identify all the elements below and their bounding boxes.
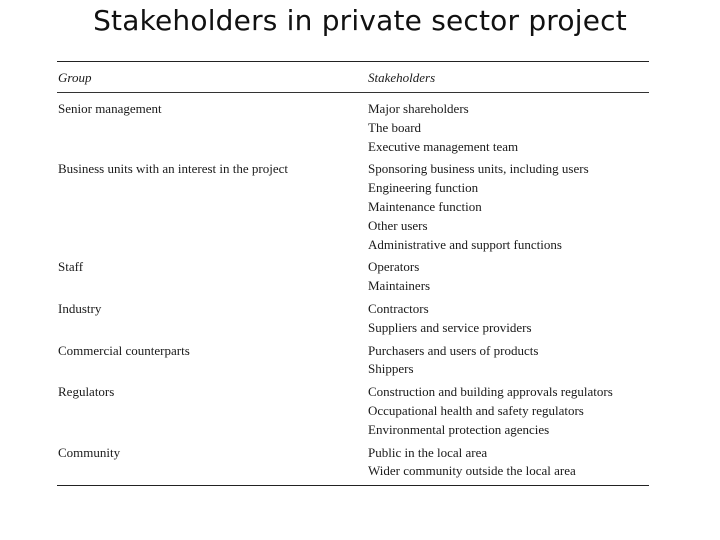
table-row [57,258,649,296]
stakeholder-item: Other users [368,217,428,233]
stakeholder-item: Maintenance function [368,198,482,214]
stakeholder-item: Sponsoring business units, including users [368,161,589,177]
table-row [57,342,649,380]
stakeholder-item: Wider community outside the local area [368,463,576,479]
stakeholder-item: Operators [368,259,420,275]
stakeholder-item: Maintainers [368,278,431,294]
stakeholder-item: Major shareholders [368,101,469,116]
stakeholder-item: Public in the local area [368,444,488,460]
stakeholders-cell [368,342,649,380]
group-cell: Senior management [58,101,162,116]
stakeholders-cell [368,383,649,439]
stakeholder-item: Contractors [368,300,429,316]
stakeholders-cell [368,160,649,254]
stakeholder-item: Shippers [368,361,414,377]
stakeholder-item: Suppliers and service providers [368,319,532,335]
group-cell: Commercial counterparts [58,342,190,358]
group-cell: Industry [58,300,102,316]
stakeholders-cell [368,258,649,296]
group-cell: Business units with an interest in the project [58,161,288,177]
stakeholder-item: Occupational health and safety regulators [368,402,584,418]
table-body [57,93,649,481]
stakeholders-cell [368,300,649,338]
slide-title: Stakeholders in private sector project [93,4,627,37]
header-group: Group [58,70,92,85]
table-row [57,100,649,156]
group-cell: Regulators [58,384,115,400]
group-cell: Community [58,444,121,460]
table-row [57,444,649,482]
stakeholder-item: Engineering function [368,180,479,196]
table-row [57,383,649,439]
group-cell: Staff [58,259,84,275]
stakeholder-item: Environmental protection agencies [368,421,550,437]
header-stakeholders: Stakeholders [368,70,436,85]
stakeholder-item: Purchasers and users of products [368,342,539,358]
stakeholder-table [57,61,649,486]
table-row [57,160,649,254]
stakeholder-item: Administrative and support functions [368,236,562,252]
table-row [57,300,649,338]
stakeholders-cell [368,444,649,482]
stakeholders-cell [368,100,649,156]
table-header-row [57,62,649,85]
table-bottom-rule [57,485,649,486]
stakeholder-item: Construction and building approvals regulators [368,384,613,400]
stakeholder-item: The board [368,119,422,135]
stakeholder-item: Executive management team [368,138,519,154]
